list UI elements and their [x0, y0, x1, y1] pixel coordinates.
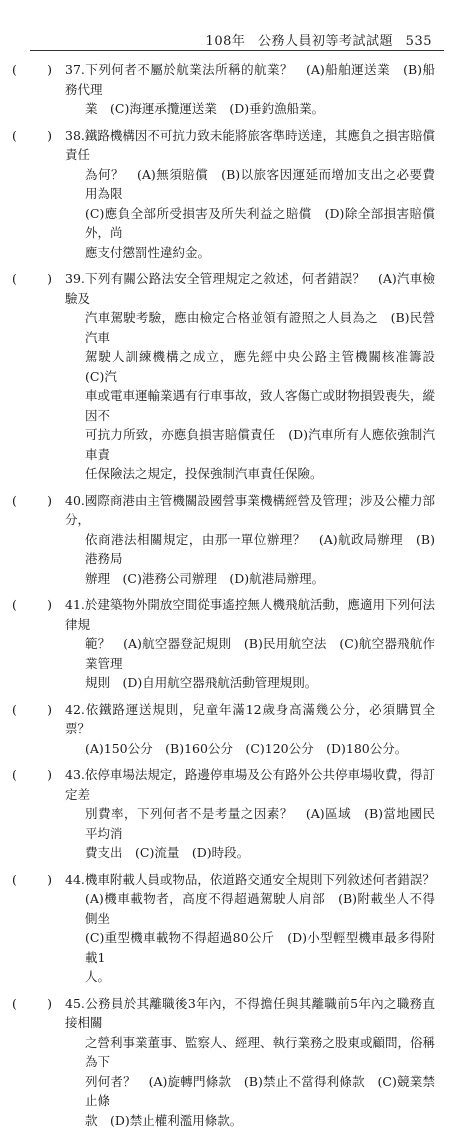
- answer-blank: [12, 765, 52, 785]
- question-text: [65, 870, 435, 987]
- question-item: [0, 491, 474, 589]
- question-text: [65, 765, 435, 863]
- answer-blank: [12, 269, 52, 289]
- question-text: [65, 269, 448, 484]
- answer-blank-close: ): [47, 701, 52, 717]
- question-line: 42.依鐵路運送規則，兒童年滿12歲身高滿幾公分，必須購買全票？: [65, 701, 435, 736]
- question-item: [0, 126, 474, 263]
- answer-blank-open: (: [12, 597, 17, 612]
- answer-blank: [12, 491, 52, 511]
- question-line: 款 (D)禁止權利濫用條款。: [85, 1112, 243, 1128]
- answer-blank: [12, 60, 52, 80]
- answer-blank-close: ): [47, 597, 52, 612]
- answer-blank-close: ): [47, 995, 52, 1011]
- page-header: [198, 30, 432, 49]
- question-text: [65, 126, 435, 263]
- question-item: [0, 595, 474, 693]
- question-line: (A)機車載物者，高度不得超過駕駛人肩部 (B)附載坐人不得側坐: [85, 891, 435, 926]
- answer-blank: [12, 595, 52, 615]
- question-line: 依商港法相關規定，由那一單位辦理？ (A)航政局辦理 (B)港務局: [85, 531, 435, 566]
- exam-year: 108年: [205, 34, 246, 49]
- question-line: 規則 (D)自用航空器飛航活動管理規則。: [85, 675, 318, 690]
- answer-blank-close: ): [47, 271, 52, 286]
- answer-blank-open: (: [12, 767, 17, 782]
- question-line: 37.下列何者不屬於航業法所稱的航業？ (A)船舶運送業 (B)船務代理: [65, 62, 435, 97]
- question-line: 43.依停車場法規定，路邊停車場及公有路外公共停車場收費，得訂定差: [65, 767, 435, 802]
- question-item: [0, 765, 474, 863]
- answer-blank-open: (: [12, 701, 17, 717]
- question-line: 44.機車附載人員或物品，依道路交通安全規則下列敘述何者錯誤？: [65, 871, 435, 887]
- page-number: 535: [405, 34, 432, 49]
- answer-blank-open: (: [12, 995, 17, 1011]
- question-line: 人。: [85, 969, 111, 984]
- question-line: (C)重型機車載物不得超過80公斤 (D)小型輕型機車最多得附載1: [85, 930, 435, 965]
- question-text: [65, 994, 435, 1131]
- answer-blank-close: ): [47, 767, 52, 782]
- answer-blank-open: (: [12, 492, 17, 508]
- question-line: 列何者？ (A)旋轉門條款 (B)禁止不當得利條款 (C)競業禁止條: [85, 1073, 435, 1108]
- answer-blank-open: (: [12, 127, 17, 143]
- question-line: 可抗力所致，亦應負損害賠償責任 (D)汽車所有人應依強制汽車責: [85, 427, 435, 462]
- answer-blank-close: ): [47, 492, 52, 508]
- answer-blank: [12, 870, 52, 890]
- question-line: 38.鐵路機構因不可抗力致未能將旅客準時送達，其應負之損害賠償責任: [65, 127, 435, 162]
- question-item: [0, 870, 474, 987]
- exam-title: 公務人員初等考試試題: [258, 34, 394, 49]
- question-line: 39.下列有關公路法安全管理規定之敘述，何者錯誤？ (A)汽車檢驗及: [65, 271, 435, 306]
- answer-blank: [12, 126, 52, 146]
- answer-blank-close: ): [47, 127, 52, 143]
- question-line: 任保險法之規定，投保強制汽車責任保險。: [85, 466, 323, 481]
- question-line: 40.國際商港由主管機關設國營事業機構經營及管理；涉及公權力部分，: [65, 492, 435, 527]
- question-line: 汽車駕駛考驗，應由檢定合格並領有證照之人員為之 (B)民營汽車: [85, 310, 435, 345]
- question-item: [0, 60, 474, 119]
- answer-blank-close: ): [47, 62, 52, 77]
- question-line: 為何？ (A)無須賠償 (B)以旅客因運延而增加支出之必要費用為限: [85, 166, 435, 201]
- question-text: [65, 491, 435, 589]
- question-item: [0, 994, 474, 1131]
- question-line: (C)應負全部所受損害及所失利益之賠償 (D)除全部損害賠償外，尚: [85, 205, 435, 240]
- question-text: [65, 700, 435, 759]
- question-item: [0, 700, 474, 759]
- question-line: 業 (C)海運承攬運送業 (D)垂釣漁船業。: [85, 101, 325, 116]
- question-line: 駕駛人訓練機構之成立，應先經中央公路主管機關核准籌設 (C)汽: [85, 349, 448, 384]
- answer-blank-open: (: [12, 271, 17, 286]
- question-line: 費支出 (C)流量 (D)時段。: [85, 845, 250, 860]
- answer-blank-open: (: [12, 871, 17, 887]
- question-line: 範？ (A)航空器登記規則 (B)民用航空法 (C)航空器飛航作業管理: [85, 636, 435, 671]
- header-rule: [30, 50, 444, 51]
- answer-blank: [12, 994, 52, 1014]
- answer-blank-open: (: [12, 62, 17, 77]
- answer-blank-close: ): [47, 871, 52, 887]
- question-line: 辦理 (C)港務公司辦理 (D)航港局辦理。: [85, 570, 325, 586]
- question-line: 車或電車運輸業遇有行車事故，致人客傷亡或財物損毀喪失，縱因不: [85, 388, 436, 423]
- question-item: [0, 269, 474, 484]
- question-line: 應支付懲罰性違約金。: [85, 244, 211, 260]
- question-line: 45.公務員於其離職後3年內，不得擔任與其離職前5年內之職務直接相關: [65, 995, 435, 1030]
- question-text: [65, 60, 435, 119]
- question-list: [0, 60, 474, 1137]
- question-line: 別費率，下列何者不是考量之因素？ (A)區域 (B)當地國民平均消: [85, 806, 435, 841]
- question-line: 之營利事業董事、監察人、經理、執行業務之股東或顧問，俗稱為下: [85, 1034, 436, 1069]
- question-line: 41.於建築物外開放空間從事遙控無人機飛航活動，應適用下列何法律規: [65, 597, 435, 632]
- question-text: [65, 595, 435, 693]
- question-line: (A)150公分 (B)160公分 (C)120公分 (D)180公分。: [85, 740, 408, 756]
- answer-blank: [12, 700, 52, 720]
